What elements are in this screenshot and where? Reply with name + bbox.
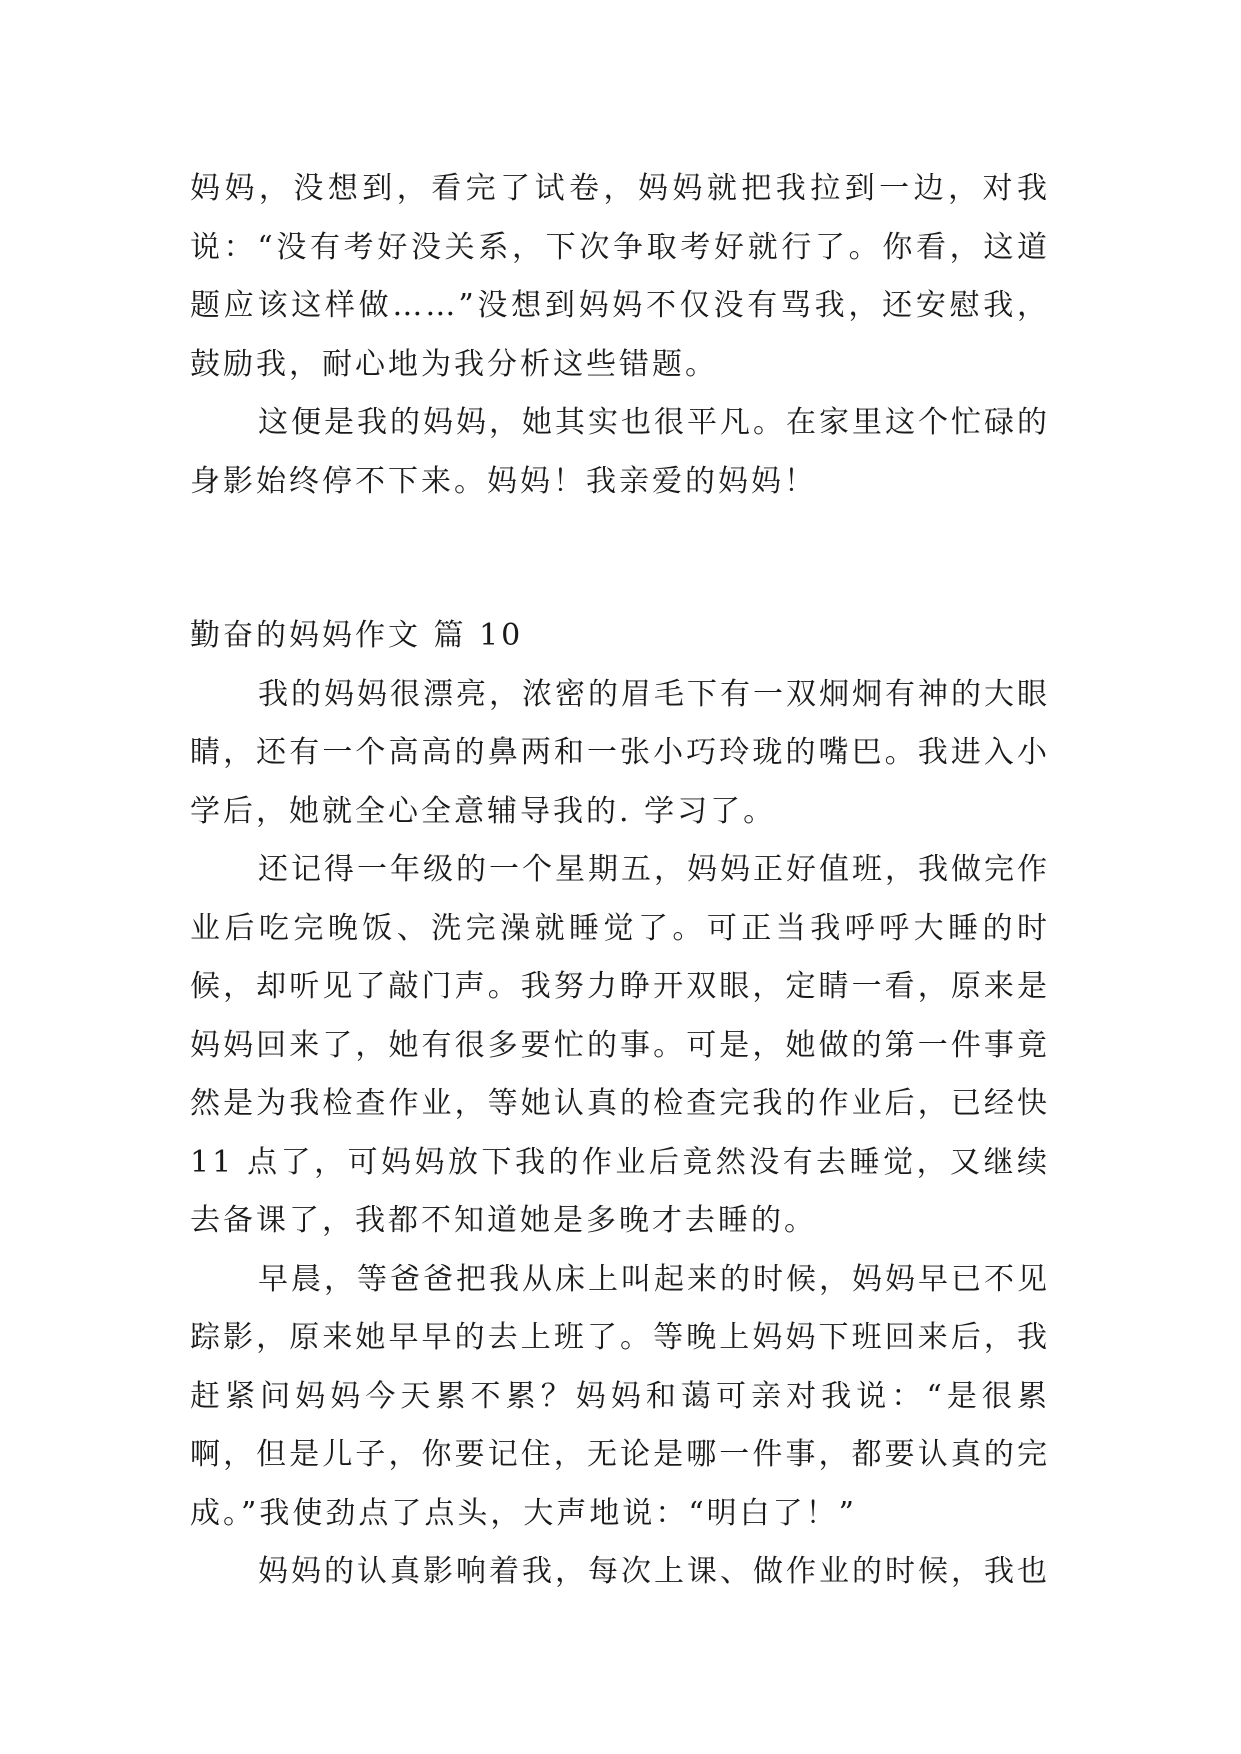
section-heading: 勤奋的妈妈作文 篇 10: [190, 618, 524, 653]
paragraph-3: 我的妈妈很漂亮，浓密的眉毛下有一双炯炯有神的大眼睛，还有一个高高的鼻两和一张小巧玲珑的嘴巴。我进入小学后，她就全心全意辅导我的. 学习了。: [190, 676, 1050, 829]
document-body: [190, 160, 1050, 1602]
paragraph-6: 妈妈的认真影响着我，每次上课、做作业的时候，我也: [258, 1554, 1050, 1589]
paragraph-2: 这便是我的妈妈，她其实也很平凡。在家里这个忙碌的身影始终停不下来。妈妈！我亲爱的妈妈！: [190, 405, 1050, 499]
paragraph-4: 还记得一年级的一个星期五，妈妈正好值班，我做完作业后吃完晚饭、洗完澡就睡觉了。可正当我呼呼大睡的时候，却听见了敲门声。我努力睁开双眼，定睛一看，原来是妈妈回来了，她有很多要忙的事。可是，她做的第一件事竟然是为我检查作业，等她认真的检查完我的作业后，已经快 11 点了，可妈妈放下我的作业后竟然没有去睡觉，又继续去备课了，我都不知道她是多晚才去睡的。: [190, 852, 1050, 1238]
paragraph-1: 妈妈，没想到，看完了试卷，妈妈就把我拉到一边，对我说：“没有考好没关系，下次争取考好就行了。你看，这道题应该这样做……”没想到妈妈不仅没有骂我，还安慰我，鼓励我，耐心地为我分析这些错题。: [190, 171, 1050, 382]
paragraph-5: 早晨，等爸爸把我从床上叫起来的时候，妈妈早已不见踪影，原来她早早的去上班了。等晚上妈妈下班回来后，我赶紧问妈妈今天累不累？妈妈和蔼可亲对我说：“是很累啊，但是儿子，你要记住，无论是哪一件事，都要认真的完成。”我使劲点了点头，大声地说：“明白了！”: [190, 1261, 1050, 1531]
